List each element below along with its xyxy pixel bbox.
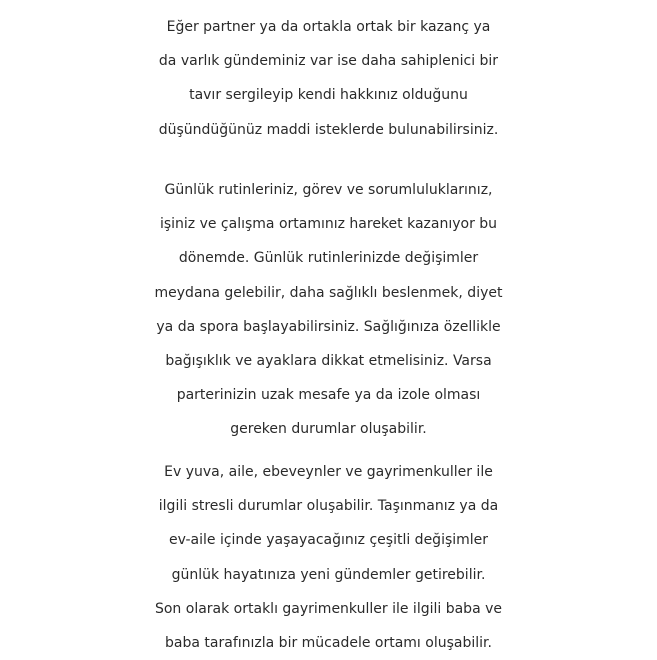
text-line: Eğer partner ya da ortakla ortak bir kazanç ya [166,19,491,35]
text-line: dönemde. Günlük rutinlerinizde değişimler [178,250,479,267]
text-line: parterinizin uzak mesafe ya da izole olması [176,387,481,404]
paragraph-shared-assets [0,10,657,147]
text-line: Son olarak ortaklı gayrimenkuller ile ilgili baba ve [154,600,502,617]
text-line: gereken durumlar oluşabilir. [230,421,427,438]
text-line: ya da spora başlayabilirsiniz. Sağlığınıza özellikle [156,318,501,335]
text-line: işiniz ve çalışma ortamınız hareket kazanıyor bu [159,216,498,233]
text-line: bağışıklık ve ayaklara dikkat etmelisiniz. Varsa [165,353,492,370]
text-line: Günlük rutinleriniz, görev ve sorumluluklarınız, [164,182,493,198]
paragraph-daily-routines [0,173,657,447]
text-line: da varlık gündeminiz var ise daha sahiplenici bir [158,53,499,70]
text-line: Ev yuva, aile, ebeveynler ve gayrimenkuller ile [164,464,493,480]
text-line: meydana gelebilir, daha sağlıklı beslenmek, diyet [154,284,503,301]
text-line: ilgili stresli durumlar oluşabilir. Taşınmanız ya da [158,498,499,515]
paragraph-home-family [0,455,657,660]
text-line: ev-aile içinde yaşayacağınız çeşitli değişimler [168,532,489,549]
text-line: baba tarafınızla bir mücadele ortamı oluşabilir. [165,635,492,652]
text-line: günlük hayatınıza yeni gündemler getirebilir. [171,566,486,583]
text-line: düşündüğünüz maddi isteklerde bulunabilirsiniz. [158,121,499,138]
text-line: tavır sergileyip kendi hakkınız olduğunu [189,87,468,104]
